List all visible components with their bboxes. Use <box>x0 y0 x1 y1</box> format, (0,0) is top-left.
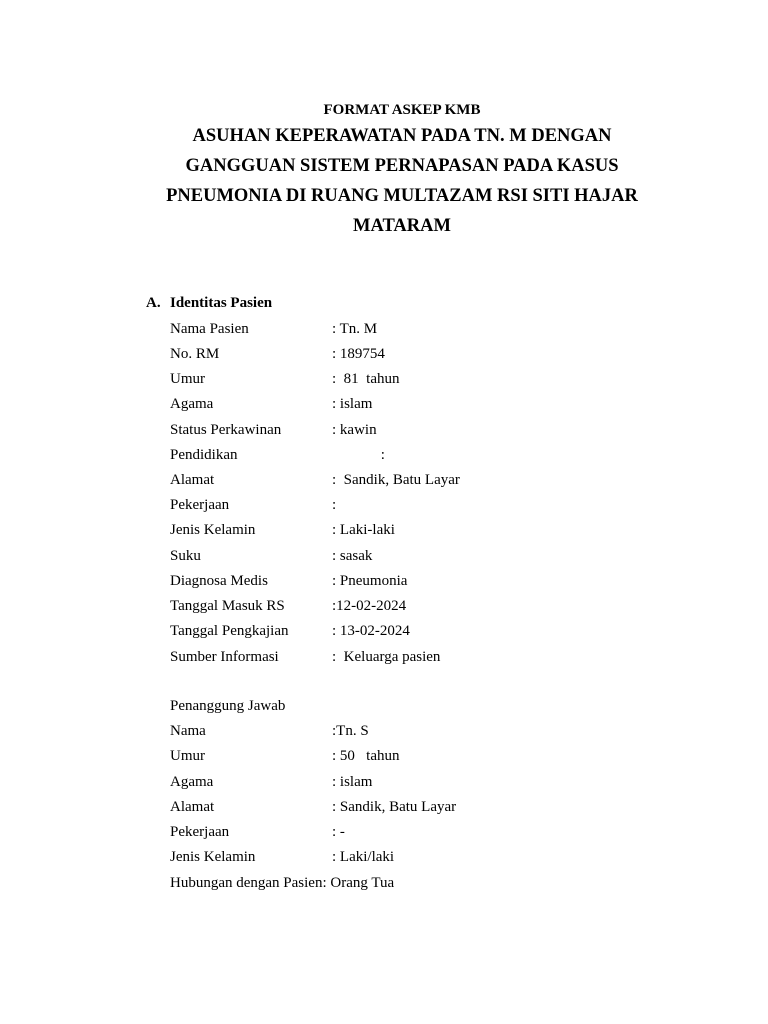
guardian-heading: Penanggung Jawab <box>170 698 286 714</box>
field-value: : 50 tahun <box>332 748 400 764</box>
field-label: Agama <box>170 396 214 412</box>
field-label: No. RM <box>170 346 220 362</box>
field-value: : sasak <box>332 548 373 564</box>
document-title-line-3: PNEUMONIA DI RUANG MULTAZAM RSI SITI HAJAR <box>166 186 638 206</box>
field-value: : islam <box>332 774 373 790</box>
field-value: : kawin <box>332 422 377 438</box>
field-value: : islam <box>332 396 373 412</box>
field-label: Umur <box>170 371 205 387</box>
field-label: Sumber Informasi <box>170 649 279 665</box>
section-heading-identitas <box>146 295 272 312</box>
field-label: Nama <box>170 723 206 739</box>
field-value: : 189754 <box>332 346 385 362</box>
field-label: Tanggal Masuk RS <box>170 598 285 614</box>
relationship-line: Hubungan dengan Pasien: Orang Tua <box>170 875 395 891</box>
format-label: FORMAT ASKEP KMB <box>323 102 481 118</box>
document-title-line-2: GANGGUAN SISTEM PERNAPASAN PADA KASUS <box>185 156 619 176</box>
field-label: Alamat <box>170 799 215 815</box>
section-letter: A. <box>146 295 161 311</box>
field-value: :Tn. S <box>332 723 369 739</box>
field-label: Status Perkawinan <box>170 422 282 438</box>
field-value: : - <box>332 824 345 840</box>
field-label: Jenis Kelamin <box>170 849 256 865</box>
field-value: : 13-02-2024 <box>332 623 410 639</box>
field-label: Alamat <box>170 472 215 488</box>
field-label: Umur <box>170 748 205 764</box>
document-title-line-4: MATARAM <box>353 216 451 236</box>
field-label: Pendidikan <box>170 447 238 463</box>
field-value: : Tn. M <box>332 321 378 337</box>
field-label: Tanggal Pengkajian <box>170 623 289 639</box>
field-value: : Sandik, Batu Layar <box>332 799 457 815</box>
field-label: Pekerjaan <box>170 824 230 840</box>
field-label: Agama <box>170 774 214 790</box>
field-label: Diagnosa Medis <box>170 573 268 589</box>
field-value: :12-02-2024 <box>332 598 407 614</box>
field-value: : Laki/laki <box>332 849 395 865</box>
field-value: : Laki-laki <box>332 522 395 538</box>
field-label: Nama Pasien <box>170 321 249 337</box>
field-value: : 81 tahun <box>332 371 400 387</box>
field-value: : <box>332 497 337 513</box>
field-value: : Pneumonia <box>332 573 408 589</box>
field-label: Pekerjaan <box>170 497 230 513</box>
section-title: Identitas Pasien <box>170 295 273 311</box>
field-value: : Keluarga pasien <box>332 649 441 665</box>
field-label: Suku <box>170 548 201 564</box>
field-value: : <box>332 447 385 463</box>
field-value: : Sandik, Batu Layar <box>332 472 460 488</box>
document-title-line-1: ASUHAN KEPERAWATAN PADA TN. M DENGAN <box>192 126 612 146</box>
field-label: Jenis Kelamin <box>170 522 256 538</box>
